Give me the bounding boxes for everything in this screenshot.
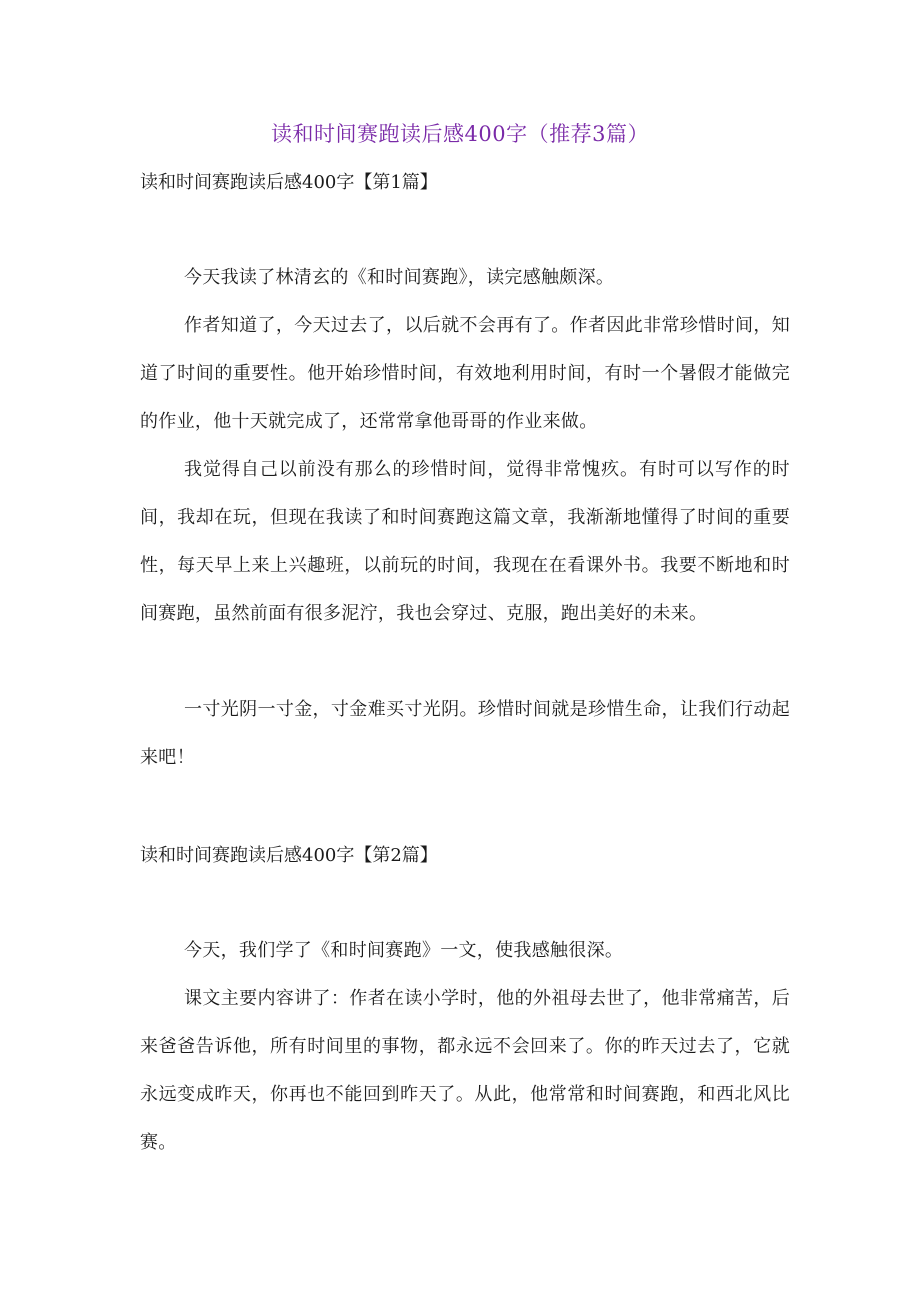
section-1-paragraph-1: 今天我读了林清玄的《和时间赛跑》，读完感触颇深。 bbox=[184, 267, 615, 288]
section-1-paragraph-3: 我觉得自己以前没有那么的珍惜时间，觉得非常愧疚。有时可以写作的时间，我却在玩，但现在我读了和时间赛跑这篇文章，我渐渐地懂得了时间的重要性，每天早上来上兴趣班，以前玩的时间，我现在在看课外书。我要不断地和时间赛跑，虽然前面有很多泥泞，我也会穿过、克服，跑出美好的未来。 bbox=[140, 459, 790, 624]
section-2-paragraph-2: 课文主要内容讲了：作者在读小学时，他的外祖母去世了，他非常痛苦，后来爸爸告诉他，所有时间里的事物，都永远不会回来了。你的昨天过去了，它就永远变成昨天，你再也不能回到昨天了。从此，他常常和时间赛跑，和西北风比赛。 bbox=[140, 988, 790, 1153]
section-1-paragraph-2: 作者知道了，今天过去了，以后就不会再有了。作者因此非常珍惜时间，知道了时间的重要性。他开始珍惜时间，有效地利用时间，有时一个暑假才能做完的作业，他十天就完成了，还常常拿他哥哥的作业来做。 bbox=[140, 315, 790, 432]
section-1-paragraph-4: 一寸光阴一寸金，寸金难买寸光阴。珍惜时间就是珍惜生命，让我们行动起来吧！ bbox=[140, 699, 790, 768]
section-2-heading: 读和时间赛跑读后感400字【第2篇】 bbox=[140, 845, 438, 866]
section-1-heading: 读和时间赛跑读后感400字【第1篇】 bbox=[140, 172, 438, 193]
section-2-paragraph-1: 今天，我们学了《和时间赛跑》一文，使我感触很深。 bbox=[184, 940, 624, 961]
document-title: 读和时间赛跑读后感400字（推荐3篇） bbox=[271, 122, 649, 146]
